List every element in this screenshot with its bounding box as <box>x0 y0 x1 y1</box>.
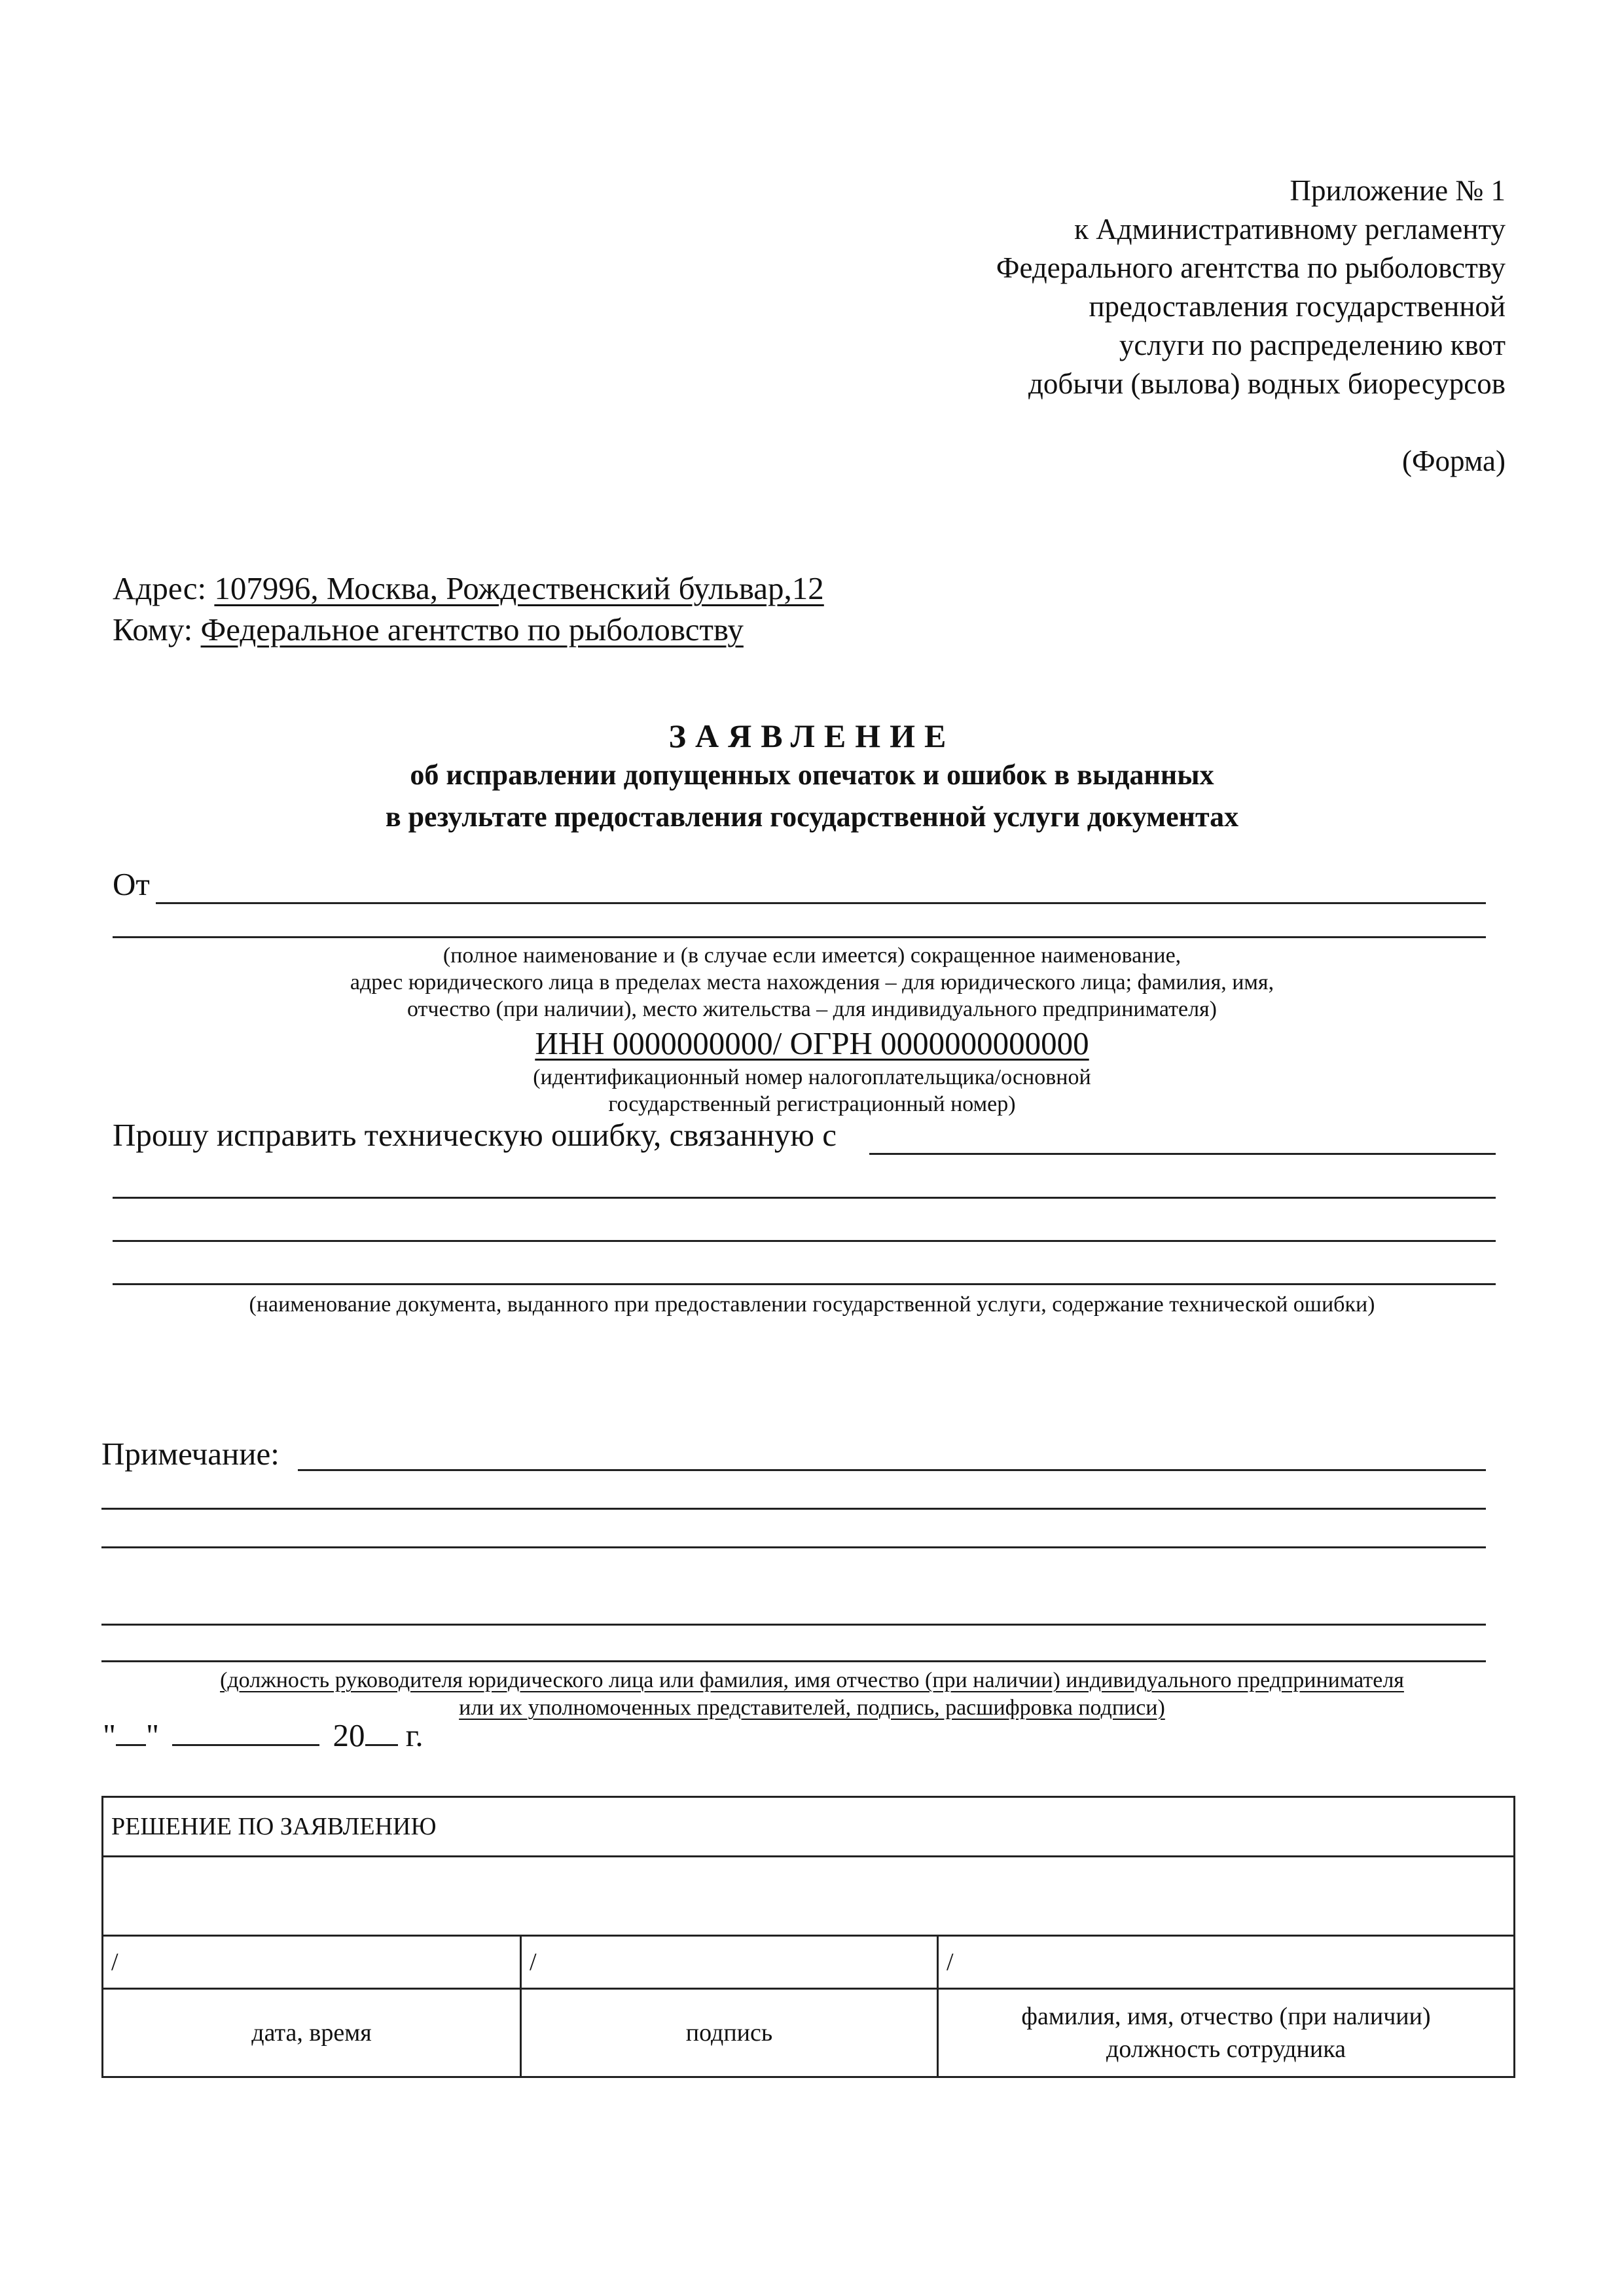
request-input-line[interactable] <box>113 1283 1496 1285</box>
decision-header: РЕШЕНИЕ ПО ЗАЯВЛЕНИЮ <box>103 1797 1515 1857</box>
document-subtitle: об исправлении допущенных опечаток и ошибок в выданных <box>410 759 1214 791</box>
address-value: 107996, Москва, Рождественский бульвар,12 <box>214 570 824 606</box>
from-input-line[interactable] <box>113 936 1486 938</box>
request-input-line[interactable] <box>869 1153 1496 1155</box>
decision-table <box>101 1796 1515 2078</box>
request-input-line[interactable] <box>113 1197 1496 1199</box>
inn-caption <box>0 1064 1624 1118</box>
address-label: Адрес: <box>113 570 207 606</box>
document-subtitle: в результате предоставления государственной услуги документах <box>385 801 1239 833</box>
caption-line: отчество (при наличии), место жительства – для индивидуального предпринимателя) <box>406 997 1218 1021</box>
signature-input-line[interactable] <box>101 1660 1486 1662</box>
appendix-block <box>785 172 1506 403</box>
request-caption: (наименование документа, выданного при предоставлении государственной услуги, содержание технической ошибки) <box>249 1292 1375 1317</box>
employee-input[interactable]: / <box>938 1936 1515 1989</box>
date-time-input[interactable]: / <box>103 1936 521 1989</box>
day-input[interactable] <box>116 1719 146 1746</box>
appendix-line: Приложение № 1 <box>1290 174 1506 207</box>
appendix-line: предоставления государственной <box>1089 290 1506 323</box>
signature-input[interactable]: / <box>521 1936 938 1989</box>
note-label: Примечание: <box>101 1436 280 1472</box>
quote-close: " <box>146 1717 160 1753</box>
form-label: (Форма) <box>1402 445 1506 477</box>
note-input-line[interactable] <box>298 1469 1486 1471</box>
year-prefix: 20 <box>333 1717 365 1753</box>
note-input-line[interactable] <box>101 1624 1486 1626</box>
inn-ogrn <box>0 1025 1624 1062</box>
caption-line: (идентификационный номер налогоплательщика/основной <box>533 1065 1091 1089</box>
inn-ogrn-value: ИНН 0000000000/ ОГРН 0000000000000 <box>535 1025 1089 1061</box>
quote-open: " <box>103 1717 117 1753</box>
recipient-value: Федеральное агентство по рыболовству <box>200 611 744 647</box>
note-input-line[interactable] <box>101 1546 1486 1548</box>
date-field <box>103 1717 424 1754</box>
appendix-line: Федерального агентства по рыболовству <box>996 251 1506 284</box>
note-input-line[interactable] <box>101 1508 1486 1510</box>
caption-line: адрес юридического лица в пределах места нахождения – для юридического лица; фамилия, имя, <box>350 970 1274 994</box>
appendix-line: добычи (вылова) водных биоресурсов <box>1028 367 1506 400</box>
appendix-line: услуги по распределению квот <box>1119 329 1506 361</box>
address-line <box>113 570 824 607</box>
from-label: От <box>113 866 150 902</box>
caption-line: или их уполномоченных представителей, подпись, расшифровка подписи) <box>459 1696 1165 1720</box>
caption-line: (должность руководителя юридического лица или фамилия, имя отчество (при наличии) индивидуального предпринимателя <box>220 1668 1404 1692</box>
decision-input[interactable] <box>103 1857 1515 1936</box>
month-input[interactable] <box>172 1719 319 1746</box>
year-input[interactable] <box>365 1719 398 1746</box>
document-title: ЗАЯВЛЕНИЕ <box>668 718 956 754</box>
request-label: Прошу исправить техническую ошибку, связанную с <box>113 1117 837 1153</box>
recipient-label: Кому: <box>113 611 193 647</box>
recipient-line <box>113 611 744 648</box>
from-input-line[interactable] <box>156 902 1486 904</box>
caption-line: (полное наименование и (в случае если имеется) сокращенное наименование, <box>442 943 1182 968</box>
appendix-line: к Административному регламенту <box>1074 213 1506 246</box>
year-suffix: г. <box>405 1717 424 1753</box>
date-time-label: дата, время <box>103 1989 521 2077</box>
signature-caption <box>0 1667 1624 1722</box>
from-caption <box>0 942 1624 1023</box>
signature-label: подпись <box>521 1989 938 2077</box>
employee-label: фамилия, имя, отчество (при наличии) должность сотрудника <box>938 1989 1515 2077</box>
caption-line: государственный регистрационный номер) <box>608 1092 1016 1116</box>
request-input-line[interactable] <box>113 1240 1496 1242</box>
